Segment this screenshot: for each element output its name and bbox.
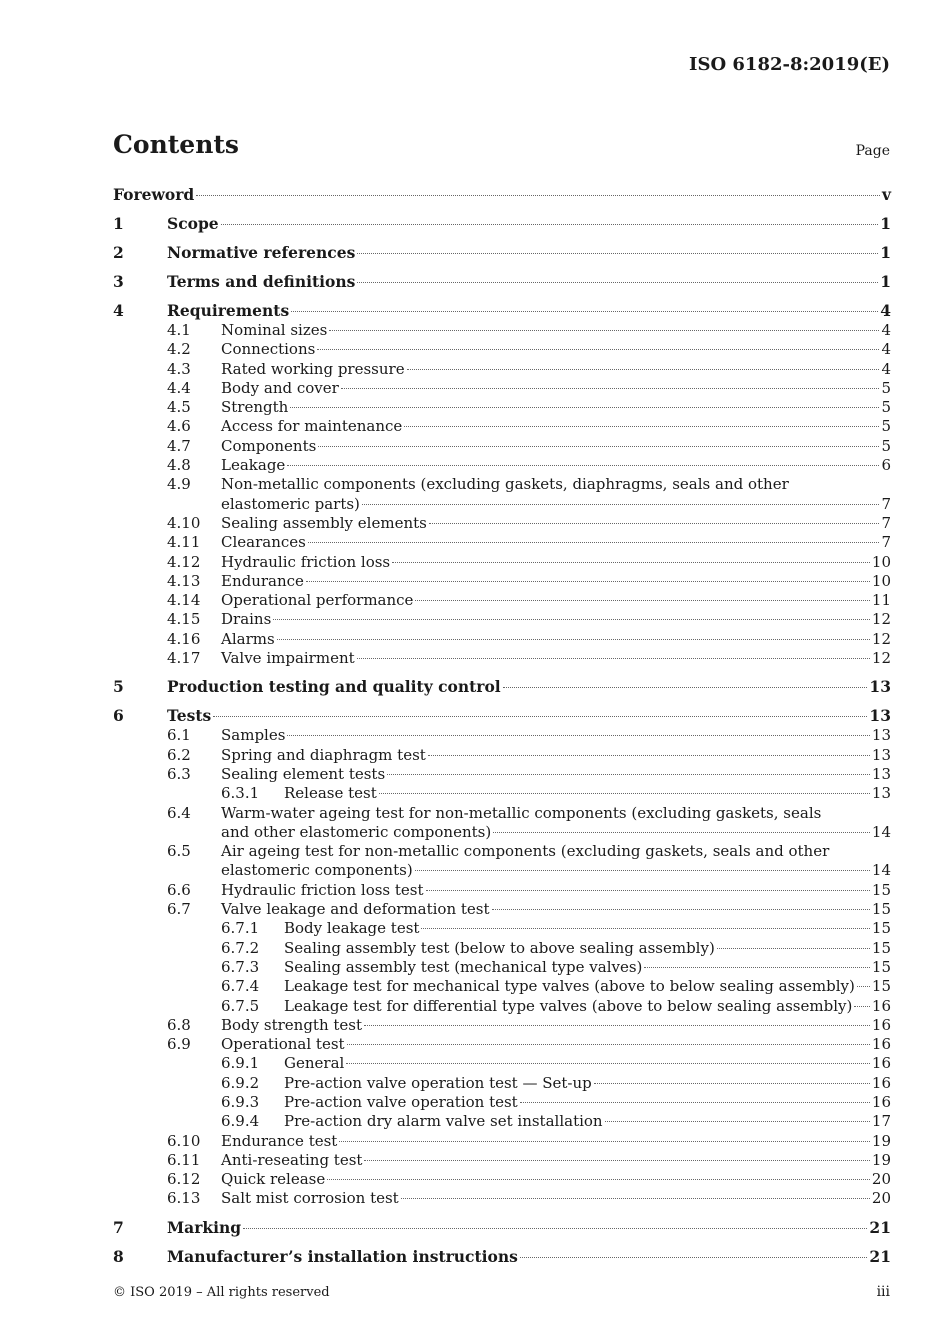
toc-entry-number: 4.3 [167, 359, 191, 378]
toc-entry-number: 4.1 [167, 321, 191, 339]
toc-entry-page: 5 [881, 417, 891, 436]
toc-entry-number: 6.7.5 [221, 996, 260, 1015]
dot-leader [401, 1198, 870, 1199]
toc-entry-number: 6.5 [167, 842, 191, 861]
toc-entry-title: Sealing assembly test (mechanical type valves) [284, 957, 643, 976]
toc-entry-title: Warm-water ageing test for non-metallic components (excluding gaskets, seals [221, 803, 822, 822]
dot-leader [273, 619, 870, 620]
toc-entry-page: 12 [871, 649, 891, 668]
toc-entry-title: Alarms [221, 629, 275, 648]
toc-entry-number: 4.12 [167, 552, 201, 571]
dot-leader [287, 465, 879, 466]
toc-entry-title: Spring and diaphragm test [221, 745, 426, 764]
toc-entry[interactable] [113, 340, 891, 359]
toc-entry[interactable] [113, 900, 891, 919]
dot-leader [357, 282, 878, 283]
toc-entry-number: 4.6 [167, 417, 191, 436]
dot-leader [364, 1160, 869, 1161]
dot-leader [213, 716, 867, 717]
toc-entry-title: Endurance test [221, 1131, 338, 1150]
toc-entry-number: 4.17 [167, 649, 201, 668]
toc-entry-title: Sealing assembly elements [221, 513, 427, 532]
toc-entry-number: 6.7 [167, 900, 191, 919]
dot-leader [357, 658, 870, 659]
toc-entry-number: 6.7.1 [221, 919, 260, 938]
toc-entry-page: 1 [880, 214, 891, 233]
toc-entry-title: Clearances [221, 533, 306, 552]
toc-entry-number: 6.9.4 [221, 1112, 260, 1131]
toc-entry-number: 6.4 [167, 803, 191, 822]
toc-entry-number: 8 [113, 1246, 124, 1266]
toc-entry-number: 6.6 [167, 880, 191, 899]
toc-entry[interactable] [113, 726, 891, 745]
toc-entry-title: elastomeric components) [221, 861, 413, 880]
dot-leader [221, 224, 879, 225]
toc-entry-number: 4.5 [167, 398, 191, 417]
toc-entry[interactable] [113, 765, 891, 784]
toc-entry[interactable] [113, 360, 891, 379]
dot-leader [644, 967, 870, 968]
dot-leader [717, 948, 870, 949]
toc-entry-page: 13 [871, 764, 891, 783]
dot-leader [379, 793, 870, 794]
toc-entry[interactable] [113, 939, 891, 958]
toc-entry-number: 6.8 [167, 1015, 191, 1034]
toc-entry-page: 15 [871, 957, 891, 976]
toc-entry[interactable] [113, 321, 891, 340]
toc-entry-number: 4.16 [167, 629, 201, 648]
toc-entry-number: 4.8 [167, 456, 191, 475]
toc-entry-title: Valve leakage and deformation test [221, 900, 490, 919]
toc-entry-title: Operational performance [221, 591, 414, 610]
toc-entry-page: 5 [881, 436, 891, 455]
toc-entry-number: 4.10 [167, 513, 201, 532]
table-of-contents [113, 185, 891, 1267]
toc-entry[interactable] [113, 997, 891, 1016]
toc-entry[interactable] [113, 1247, 891, 1267]
dot-leader [404, 426, 879, 427]
page-title: Contents [113, 130, 240, 159]
toc-entry[interactable] [113, 572, 891, 591]
toc-entry-title: Salt mist corrosion test [221, 1189, 399, 1208]
toc-entry-page: 13 [871, 784, 891, 803]
toc-entry-number: 6.9.1 [221, 1054, 260, 1073]
toc-entry-number: 6.13 [167, 1189, 201, 1208]
toc-entry-number: 6.7.3 [221, 957, 260, 976]
toc-entry-number: 4.2 [167, 340, 191, 359]
toc-entry-page: 10 [871, 571, 891, 590]
toc-entry-number: 6.9.3 [221, 1092, 260, 1111]
toc-entry-page: 16 [871, 1015, 891, 1034]
toc-entry-number: 7 [113, 1217, 124, 1237]
toc-entry-title: Pre-action valve operation test [284, 1092, 518, 1111]
toc-entry[interactable] [113, 301, 891, 321]
toc-entry-title: Valve impairment [221, 649, 355, 668]
toc-entry-page: 4 [880, 301, 891, 320]
dot-leader [317, 349, 879, 350]
toc-entry-number: 4.14 [167, 591, 201, 610]
toc-entry-title: Endurance [221, 571, 304, 590]
dot-leader [327, 1179, 870, 1180]
dot-leader [421, 928, 869, 929]
toc-entry[interactable] [113, 185, 891, 205]
toc-entry-title: Anti-reseating test [221, 1150, 363, 1169]
toc-entry-page: 15 [871, 938, 891, 957]
dot-leader [196, 195, 880, 196]
dot-leader [407, 369, 880, 370]
toc-entry-page: 15 [871, 977, 891, 996]
toc-entry-number: 6.9 [167, 1035, 191, 1054]
toc-entry[interactable] [113, 398, 891, 417]
toc-entry-page: 14 [871, 822, 891, 841]
dot-leader [520, 1102, 870, 1103]
toc-entry[interactable] [113, 437, 891, 456]
toc-entry-page: 15 [871, 900, 891, 919]
dot-leader [415, 600, 869, 601]
toc-entry-number: 6.2 [167, 745, 191, 764]
dot-leader [387, 774, 870, 775]
toc-entry-title: Strength [221, 398, 289, 417]
toc-entry[interactable] [113, 1054, 891, 1073]
toc-entry[interactable] [113, 706, 891, 726]
toc-entry-number: 2 [113, 243, 124, 262]
toc-entry[interactable] [113, 553, 891, 572]
dot-leader [594, 1083, 870, 1084]
toc-entry-number: 4.7 [167, 436, 191, 455]
toc-entry[interactable] [113, 784, 891, 803]
toc-entry[interactable] [113, 1074, 891, 1093]
dot-leader [428, 755, 870, 756]
toc-entry[interactable] [113, 1035, 891, 1054]
dot-leader [426, 890, 870, 891]
toc-entry-number: 6.9.2 [221, 1073, 260, 1092]
toc-entry-number: 4.13 [167, 571, 201, 590]
dot-leader [346, 1063, 870, 1064]
toc-entry-page: 16 [871, 1092, 891, 1111]
toc-entry-title: Marking [167, 1217, 242, 1237]
toc-entry-title: Sealing element tests [221, 764, 386, 783]
toc-entry-page: 19 [871, 1131, 891, 1150]
toc-entry[interactable] [113, 272, 891, 292]
toc-entry-title: Components [221, 436, 317, 455]
toc-entry-page: 15 [871, 919, 891, 938]
toc-entry-page: 1 [880, 243, 891, 262]
toc-entry-title: Rated working pressure [221, 359, 405, 378]
toc-entry-page: 13 [869, 706, 891, 726]
toc-entry-title: Nominal sizes [221, 321, 328, 339]
toc-entry[interactable] [113, 475, 891, 514]
toc-entry-title: Connections [221, 340, 316, 359]
toc-entry-title: Foreword [113, 185, 195, 204]
toc-entry-title: Scope [167, 214, 219, 233]
toc-entry[interactable] [113, 214, 891, 234]
toc-entry[interactable] [113, 958, 891, 977]
toc-entry-number: 6.3 [167, 764, 191, 783]
toc-entry-page: 6 [881, 456, 891, 475]
toc-entry-title: Pre-action dry alarm valve set installation [284, 1112, 603, 1131]
toc-entry-number: 4.15 [167, 610, 201, 629]
toc-entry[interactable] [113, 1132, 891, 1151]
toc-entry-page: 19 [871, 1150, 891, 1169]
toc-entry-number: 1 [113, 214, 124, 233]
dot-leader [357, 253, 878, 254]
toc-entry-page: 16 [871, 996, 891, 1015]
toc-entry-page: 13 [869, 677, 891, 697]
toc-entry[interactable] [113, 881, 891, 900]
toc-entry-number: 3 [113, 272, 124, 291]
toc-entry[interactable] [113, 746, 891, 765]
toc-entry[interactable] [113, 243, 891, 263]
toc-entry-number: 4.11 [167, 533, 201, 552]
toc-entry-number: 4.9 [167, 475, 191, 494]
toc-entry[interactable] [113, 1218, 891, 1238]
toc-entry-page: v [881, 185, 891, 204]
toc-entry[interactable] [113, 1112, 891, 1131]
toc-entry-page: 4 [881, 340, 891, 359]
toc-entry-page: 1 [880, 272, 891, 291]
toc-entry-title: elastomeric parts) [221, 494, 360, 513]
toc-entry-title: Hydraulic friction loss [221, 552, 391, 571]
toc-entry[interactable] [113, 514, 891, 533]
toc-entry[interactable] [113, 417, 891, 436]
dot-leader [605, 1121, 870, 1122]
toc-entry-title: Samples [221, 726, 286, 745]
dot-leader [291, 311, 878, 312]
toc-entry-number: 6.3.1 [221, 784, 260, 803]
toc-entry[interactable] [113, 677, 891, 697]
dot-leader [306, 581, 870, 582]
toc-entry-page: 13 [871, 745, 891, 764]
toc-entry-title: Air ageing test for non-metallic components (excluding gaskets, seals and other [221, 842, 830, 861]
toc-entry-title: Tests [167, 706, 212, 726]
toc-entry-page: 14 [871, 861, 891, 880]
toc-entry-page: 20 [871, 1170, 891, 1189]
dot-leader [429, 523, 880, 524]
document-id: ISO 6182-8:2019(E) [689, 54, 890, 75]
dot-leader [341, 388, 880, 389]
toc-entry-page: 7 [881, 494, 891, 513]
toc-entry-title: Leakage test for differential type valves (above to below sealing assembly) [284, 996, 853, 1015]
toc-entry-title: Quick release [221, 1170, 326, 1189]
toc-entry[interactable] [113, 630, 891, 649]
toc-entry-page: 7 [881, 513, 891, 532]
toc-entry-number: 6.7.4 [221, 977, 260, 996]
toc-entry-number: 4 [113, 301, 124, 320]
toc-entry-page: 15 [871, 880, 891, 899]
toc-entry[interactable] [113, 804, 891, 843]
toc-entry-title: Pre-action valve operation test — Set-up [284, 1073, 592, 1092]
toc-entry-title: Normative references [167, 243, 356, 262]
toc-entry-title: Sealing assembly test (below to above sealing assembly) [284, 938, 715, 957]
page-number: iii [876, 1284, 890, 1300]
dot-leader [492, 909, 870, 910]
toc-entry-title: and other elastomeric components) [221, 822, 492, 841]
toc-entry[interactable] [113, 842, 891, 881]
toc-entry-number: 6.7.2 [221, 938, 260, 957]
dot-leader [503, 687, 868, 688]
toc-entry-page: 5 [881, 398, 891, 417]
dot-leader [329, 330, 879, 331]
toc-entry-title: Body strength test [221, 1015, 363, 1034]
toc-entry-number: 6.1 [167, 726, 191, 745]
toc-entry[interactable] [113, 379, 891, 398]
dot-leader [290, 407, 879, 408]
toc-entry-title: Terms and definitions [167, 272, 356, 291]
toc-entry-title: Leakage [221, 456, 286, 475]
toc-entry[interactable] [113, 533, 891, 552]
dot-leader [520, 1257, 868, 1258]
toc-entry-title: Non-metallic components (excluding gaskets, diaphragms, seals and other [221, 475, 789, 494]
toc-entry-title: Requirements [167, 301, 290, 320]
dot-leader [364, 1025, 870, 1026]
toc-entry-title: Operational test [221, 1035, 345, 1054]
dot-leader [277, 639, 870, 640]
toc-entry[interactable] [113, 1093, 891, 1112]
toc-entry-page: 16 [871, 1073, 891, 1092]
toc-entry-page: 7 [881, 533, 891, 552]
toc-entry[interactable] [113, 1016, 891, 1035]
toc-entry-title: General [284, 1054, 345, 1073]
toc-entry[interactable] [113, 1151, 891, 1170]
toc-entry[interactable] [113, 610, 891, 629]
toc-entry-title: Body leakage test [284, 919, 420, 938]
toc-entry-page: 20 [871, 1189, 891, 1208]
toc-entry-number: 6.10 [167, 1131, 201, 1150]
toc-entry-number: 6.12 [167, 1170, 201, 1189]
toc-entry-page: 16 [871, 1054, 891, 1073]
toc-entry-page: 21 [869, 1246, 891, 1266]
toc-entry-page: 5 [881, 378, 891, 397]
toc-entry-title: Leakage test for mechanical type valves (above to below sealing assembly) [284, 977, 855, 996]
toc-entry-page: 4 [881, 321, 891, 339]
toc-entry-title: Production testing and quality control [167, 677, 501, 697]
dot-leader [318, 446, 879, 447]
dot-leader [493, 832, 870, 833]
dot-leader [287, 735, 869, 736]
toc-entry-title: Access for maintenance [221, 417, 403, 436]
dot-leader [339, 1141, 870, 1142]
toc-entry[interactable] [113, 1189, 891, 1208]
dot-leader [308, 542, 880, 543]
toc-entry[interactable] [113, 977, 891, 996]
toc-entry[interactable] [113, 1170, 891, 1189]
copyright-notice: © ISO 2019 – All rights reserved [113, 1285, 330, 1300]
toc-entry-number: 6 [113, 706, 124, 726]
dot-leader [392, 562, 870, 563]
toc-entry-title: Body and cover [221, 378, 339, 397]
toc-entry-page: 21 [869, 1217, 891, 1237]
toc-entry-number: 4.4 [167, 378, 191, 397]
toc-entry[interactable] [113, 591, 891, 610]
toc-entry-title: Manufacturer’s installation instructions [167, 1246, 518, 1266]
toc-entry[interactable] [113, 649, 891, 668]
toc-entry-page: 11 [871, 591, 891, 610]
dot-leader [347, 1044, 870, 1045]
dot-leader [243, 1228, 867, 1229]
dot-leader [362, 504, 880, 505]
toc-entry-page: 4 [881, 359, 891, 378]
toc-entry-number: 6.11 [167, 1150, 201, 1169]
dot-leader [415, 870, 870, 871]
toc-entry-page: 16 [871, 1035, 891, 1054]
toc-entry-page: 12 [871, 629, 891, 648]
dot-leader [857, 986, 870, 987]
toc-entry-page: 13 [871, 726, 891, 745]
toc-entry-page: 10 [871, 552, 891, 571]
dot-leader [854, 1006, 870, 1007]
toc-entry-title: Hydraulic friction loss test [221, 880, 424, 899]
toc-entry-title: Drains [221, 610, 272, 629]
toc-entry-title: Release test [284, 784, 377, 803]
toc-entry-number: 5 [113, 677, 124, 697]
toc-entry-page: 12 [871, 610, 891, 629]
toc-entry[interactable] [113, 919, 891, 938]
toc-entry[interactable] [113, 456, 891, 475]
toc-entry-page: 17 [871, 1112, 891, 1131]
page-column-label: Page [855, 143, 890, 159]
